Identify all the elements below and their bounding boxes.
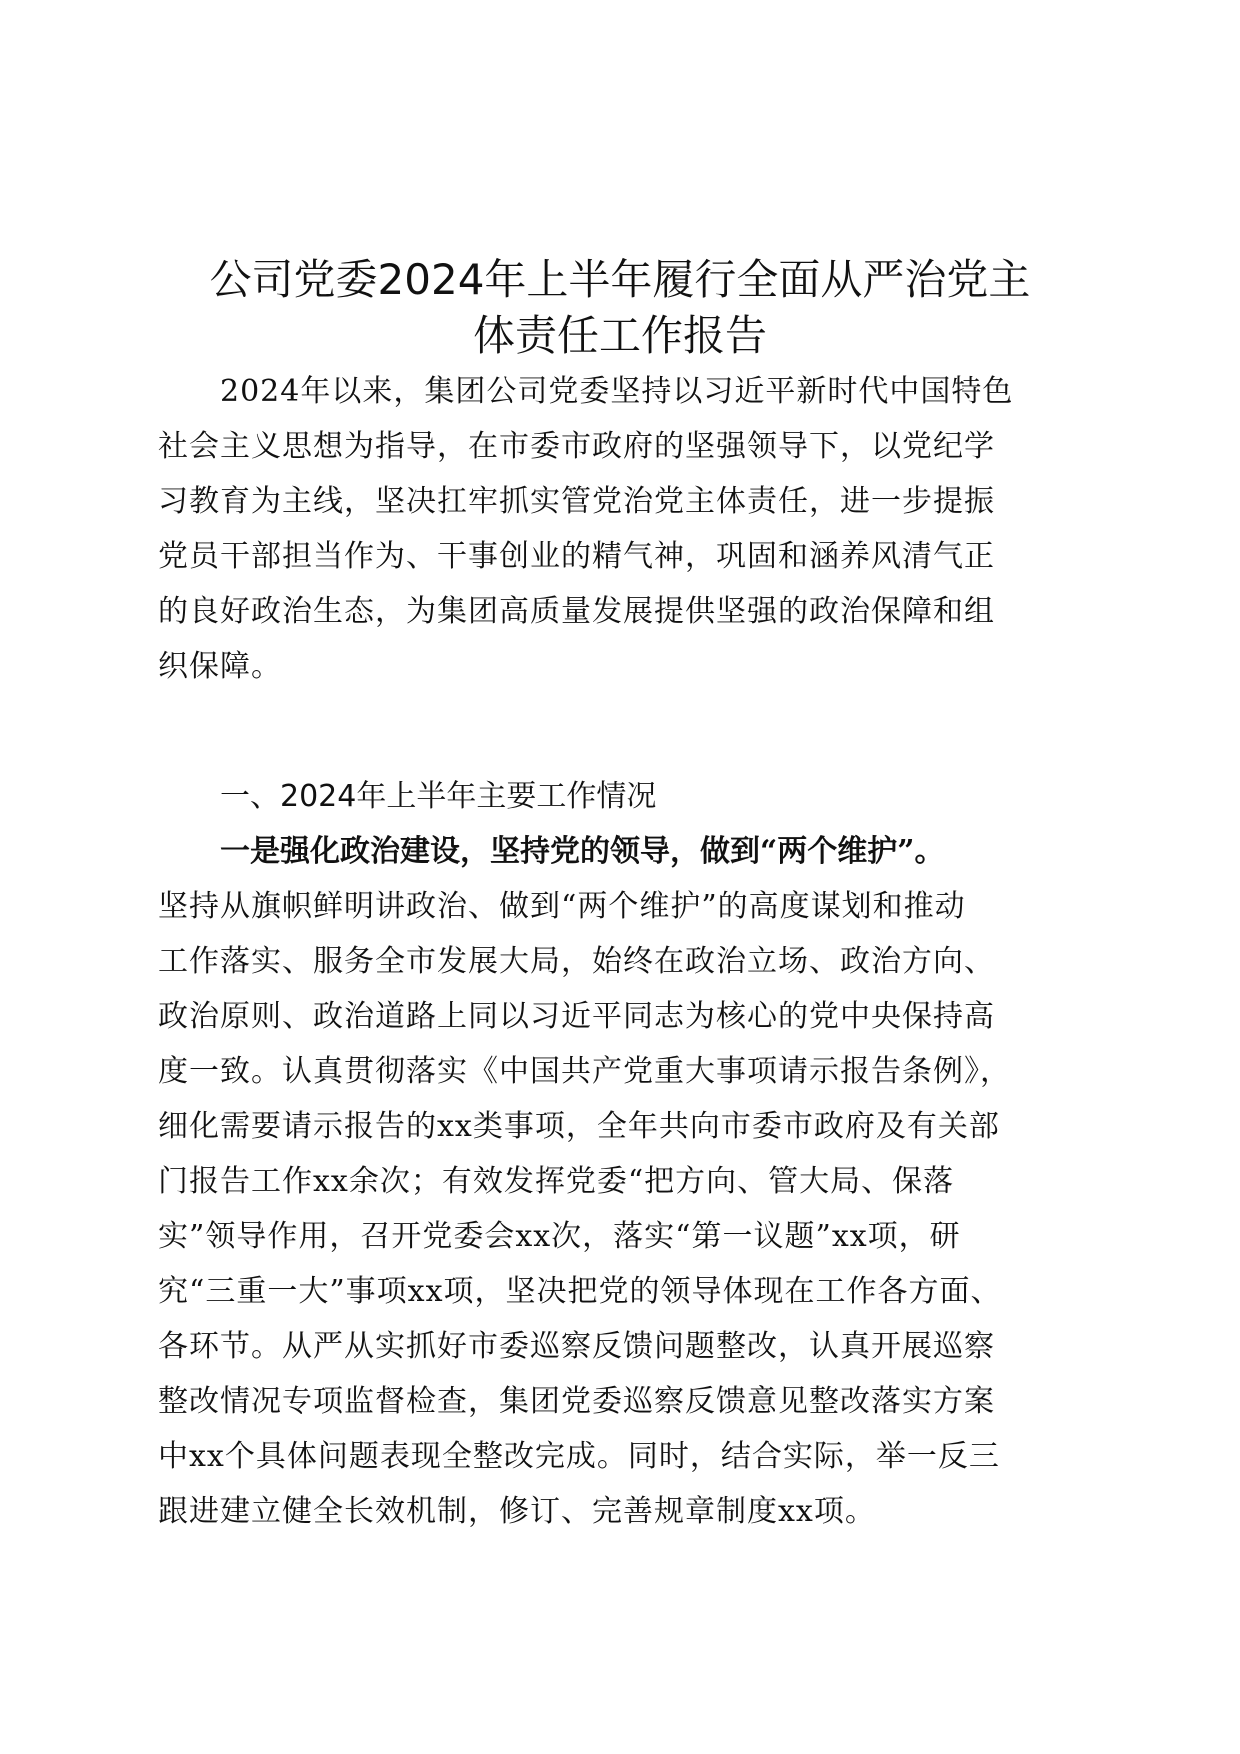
intro-line-6: 织保障。	[158, 649, 282, 684]
intro-line-4: 党员干部担当作为、干事创业的精气神，巩固和涵养风清气正	[158, 539, 995, 574]
body-line-6: 门报告工作xx余次；有效发挥党委“把方向、管大局、保落	[158, 1164, 955, 1199]
body-line-8: 究“三重一大”事项xx项，坚决把党的领导体现在工作各方面、	[158, 1274, 1002, 1309]
body-line-11: 中xx个具体问题表现全整改完成。同时，结合实际，举一反三	[158, 1439, 1000, 1474]
body-line-4: 度一致。认真贯彻落实《中国共产党重大事项请示报告条例》，	[158, 1054, 1011, 1089]
intro-line-3: 习教育为主线，坚决扛牢抓实管党治党主体责任，进一步提振	[158, 484, 995, 519]
subheading: 一是强化政治建设，坚持党的领导，做到“两个维护”。	[220, 834, 945, 869]
body-line-3: 政治原则、政治道路上同以习近平同志为核心的党中央保持高	[158, 999, 995, 1034]
document-title-line-1: 公司党委2024年上半年履行全面从严治党主	[209, 255, 1031, 304]
document-title-line-2: 体责任工作报告	[472, 311, 767, 360]
body-line-5: 细化需要请示报告的xx类事项，全年共向市委市政府及有关部	[158, 1109, 1000, 1144]
intro-line-1: 2024年以来，集团公司党委坚持以习近平新时代中国特色	[220, 374, 1014, 409]
body-line-1: 坚持从旗帜鲜明讲政治、做到“两个维护”的高度谋划和推动	[158, 889, 966, 924]
body-line-10: 整改情况专项监督检查，集团党委巡察反馈意见整改落实方案	[158, 1384, 995, 1419]
intro-line-5: 的良好政治生态，为集团高质量发展提供坚强的政治保障和组	[158, 594, 995, 629]
body-line-2: 工作落实、服务全市发展大局，始终在政治立场、政治方向、	[158, 944, 995, 979]
body-line-9: 各环节。从严从实抓好市委巡察反馈问题整改，认真开展巡察	[158, 1329, 995, 1364]
body-line-12: 跟进建立健全长效机制，修订、完善规章制度xx项。	[158, 1494, 876, 1529]
intro-line-2: 社会主义思想为指导，在市委市政府的坚强领导下，以党纪学	[158, 429, 995, 464]
section-heading: 一、2024年上半年主要工作情况	[220, 779, 657, 814]
body-line-7: 实”领导作用，召开党委会xx次，落实“第一议题”xx项，研	[158, 1219, 961, 1254]
